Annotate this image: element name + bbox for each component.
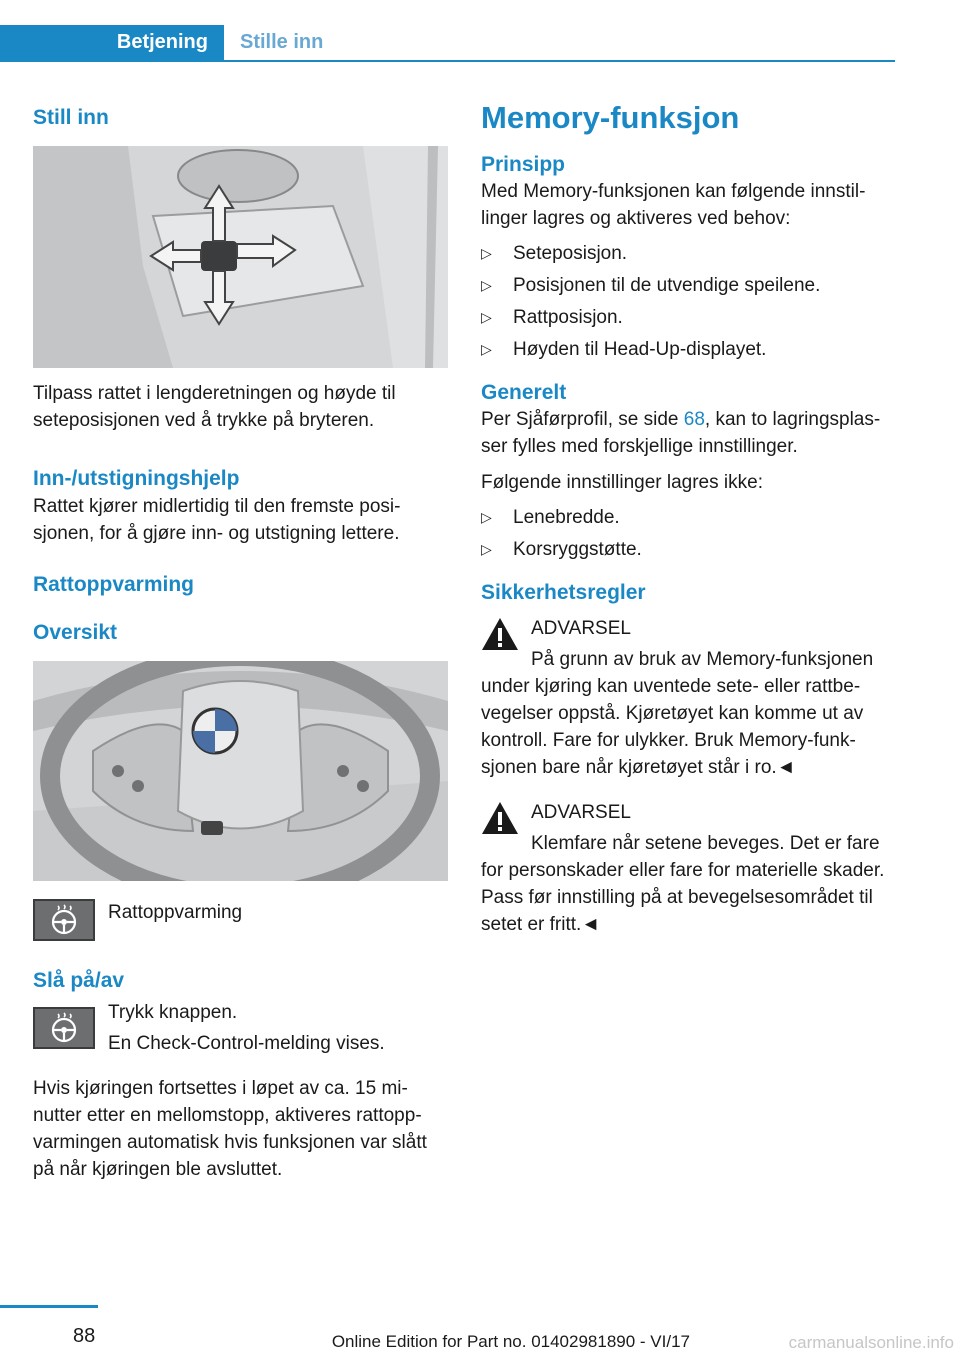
list-item: ▷ Posisjonen til de utvendige speilene. — [481, 275, 821, 296]
watermark-text: carmanualsonline.info — [788, 1333, 954, 1352]
warning-1-head: ADVARSEL — [531, 618, 631, 639]
warning-triangle-icon — [481, 617, 519, 651]
rattoppvarming-icon-label: Rattoppvarming — [108, 902, 243, 923]
slaa-line-2: En Check-Control-melding vises. — [108, 1033, 385, 1054]
tab-stille-inn[interactable]: Stille inn — [240, 31, 324, 53]
slaa-line-1: Trykk knappen. — [108, 1002, 238, 1023]
left-column — [33, 100, 448, 1183]
prinsipp-list — [481, 240, 896, 363]
edition-text: Online Edition for Part no. 01402981890 - VI/17 — [331, 1332, 690, 1351]
prinsipp-heading: Prinsipp — [481, 153, 566, 176]
list-item: ▷ Lenebredde. — [481, 507, 620, 528]
warning-2-head: ADVARSEL — [531, 802, 631, 823]
warning-block-1 — [481, 615, 896, 781]
list-item: ▷ Høyden til Head-Up-displayet. — [481, 339, 767, 360]
right-column — [481, 100, 896, 938]
page-link-68[interactable]: 68 — [683, 409, 705, 430]
steering-wheel-image — [33, 661, 448, 881]
ikke-text: Følgende innstillinger lagres ikke: — [481, 472, 763, 493]
slaa-paa-av-heading: Slå på/av — [33, 969, 125, 992]
warning-2-first-line: Klemfare når setene beveges. Det er fare — [531, 833, 880, 854]
inn-ut-text: Rattet kjører midlertidig til den fremste posisjonen, for å gjøre inn- og utstigning lettere. — [33, 496, 401, 544]
ikke-list — [481, 504, 896, 563]
sikkerhetsregler-heading: Sikkerhetsregler — [481, 581, 646, 604]
memory-heading: Memory-funksjon — [481, 100, 740, 135]
heated-steering-wheel-button-icon — [33, 1007, 95, 1049]
list-item: ▷ Seteposisjon. — [481, 243, 628, 264]
footer-rule — [0, 1305, 98, 1308]
header-rule — [0, 60, 895, 62]
page-header — [0, 0, 895, 62]
steering-column-switch-image — [33, 146, 448, 368]
slaa-paa-av-row — [33, 999, 448, 1057]
list-item: ▷ Korsryggstøtte. — [481, 539, 642, 560]
prinsipp-text: Med Memory-funksjonen kan følgende innstillinger lagres og aktiveres ved behov: — [481, 181, 866, 229]
still-inn-text: Tilpass rattet i lengderetningen og høyde til seteposisjonen ved å trykke på bryteren. — [33, 383, 396, 431]
warning-triangle-icon — [481, 801, 519, 835]
auto-activation-text: Hvis kjøringen fortsettes i løpet av ca. 15 minutter etter en mellomstopp, aktiveres rattoppvarmingen automatisk hvis funksjonen var slått på når kjøringen ble avsluttet. — [33, 1078, 427, 1180]
list-item: ▷ Rattposisjon. — [481, 307, 623, 328]
page-number: 88 — [73, 1325, 96, 1347]
rattoppvarming-heading: Rattoppvarming — [33, 573, 195, 596]
rattoppvarming-icon-row — [33, 899, 448, 941]
warning-1-first-line: På grunn av bruk av Memory-funksjonen — [531, 649, 874, 670]
generelt-heading: Generelt — [481, 381, 567, 404]
warning-block-2 — [481, 799, 896, 938]
still-inn-heading: Still inn — [33, 106, 109, 129]
warning-2-body: for personskader eller fare for materielle skader. Pass før innstilling på at bevegelsesområdet til setet er fritt.◄ — [481, 860, 885, 935]
generelt-text: Per Sjåførprofil, se side 68, kan to lagringsplasser fylles med forskjellige innstillinger. — [481, 409, 881, 457]
heated-steering-wheel-icon — [33, 899, 95, 941]
oversikt-heading: Oversikt — [33, 621, 118, 644]
warning-1-body: under kjøring kan uventede sete- eller rattbevegelser oppstå. Kjøretøyet kan komme ut av kontroll. Fare for ulykker. Bruk Memory-funksjonen bare når kjøretøyet står i ro.◄ — [481, 676, 864, 778]
inn-ut-heading: Inn-/utstigningshjelp — [33, 467, 240, 490]
tab-betjening[interactable]: Betjening — [0, 25, 224, 60]
